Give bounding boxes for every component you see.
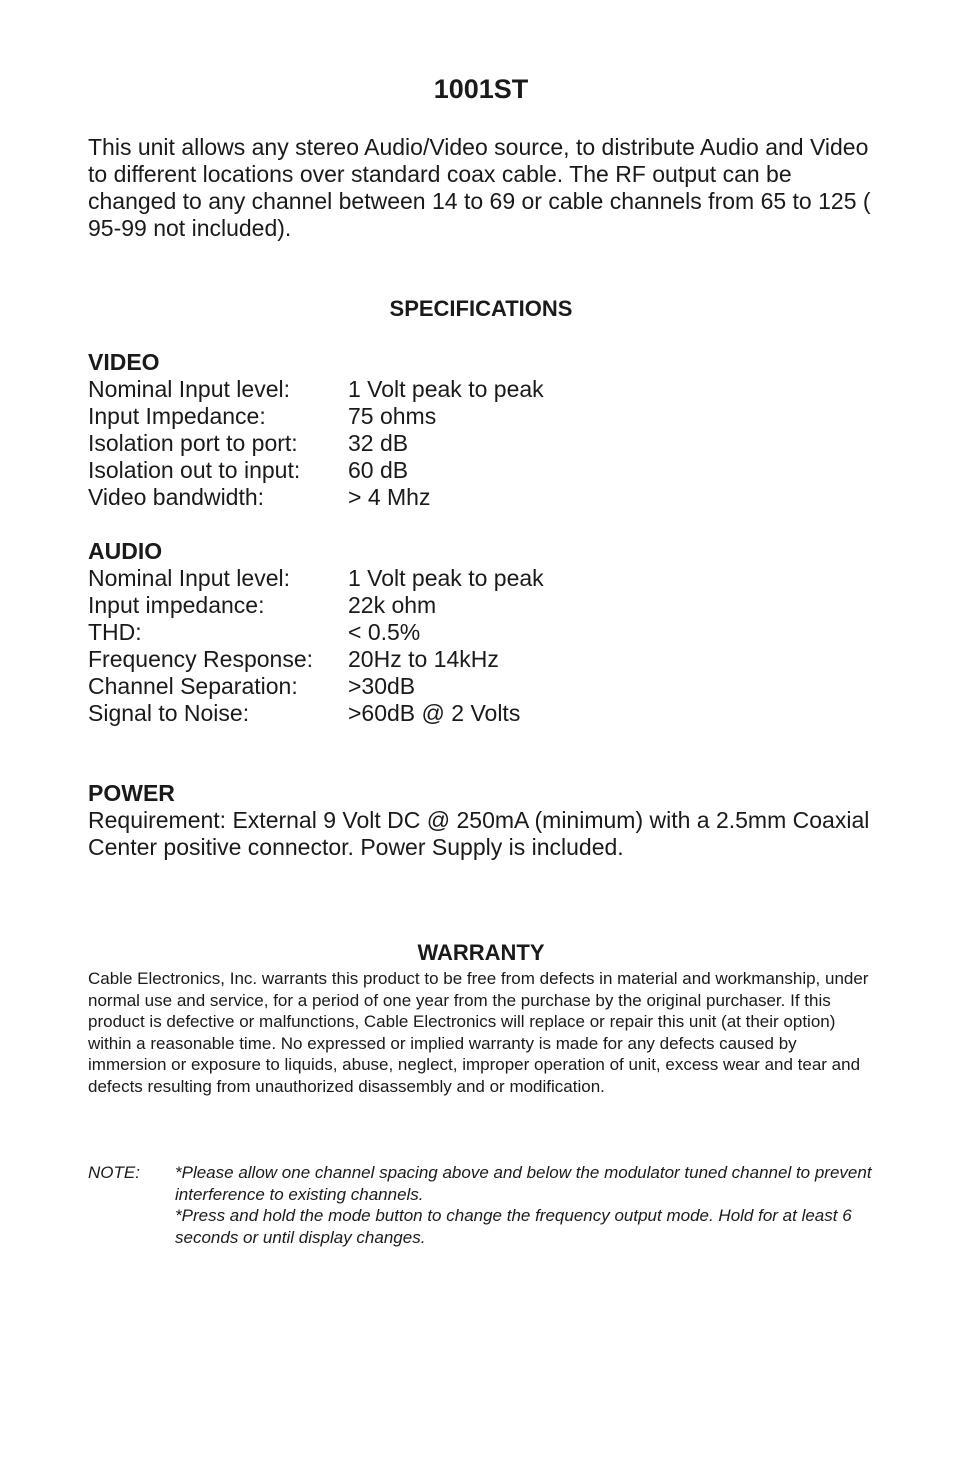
spec-row xyxy=(88,376,878,403)
spec-label: THD: xyxy=(88,619,142,645)
spec-label: Input Impedance: xyxy=(88,403,266,429)
spec-value: 60 dB xyxy=(348,457,409,483)
video-heading: VIDEO xyxy=(88,349,160,375)
video-section xyxy=(88,349,878,511)
spec-value: >30dB xyxy=(348,673,416,699)
spec-label: Nominal Input level: xyxy=(88,565,290,591)
spec-label: Video bandwidth: xyxy=(88,484,265,510)
spec-value: 1 Volt peak to peak xyxy=(348,376,544,402)
spec-row xyxy=(88,457,878,484)
power-section xyxy=(88,780,878,861)
warranty-heading: WARRANTY xyxy=(417,940,545,965)
warranty-text: Cable Electronics, Inc. warrants this product to be free from defects in material and workmanship, under normal use and service, for a period of one year from the purchase by the original purchaser. If this product is defective or malfunctions, Cable Electronics will replace or repair this unit (at their option) within a reasonable time. No expressed or implied warranty is made for any defects caused by immersion or exposure to liquids, abuse, neglect, improper operation of unit, excess wear and tear and defects resulting from unauthorized disassembly and or modification. xyxy=(88,969,869,1096)
audio-heading: AUDIO xyxy=(88,538,163,564)
spec-label: Input impedance: xyxy=(88,592,265,618)
note-body xyxy=(175,1162,878,1248)
spec-row xyxy=(88,646,878,673)
power-heading: POWER xyxy=(88,780,175,806)
spec-value: 22k ohm xyxy=(348,592,437,618)
power-requirement-text: Requirement: External 9 Volt DC @ 250mA (minimum) with a 2.5mm Coaxial Center positive connector. Power Supply is included. xyxy=(88,807,870,860)
spec-value: 1 Volt peak to peak xyxy=(348,565,544,591)
note-label: NOTE: xyxy=(88,1163,140,1182)
spec-row xyxy=(88,565,878,592)
note-item: *Press and hold the mode button to change the frequency output mode. Hold for at least 6 seconds or until display changes. xyxy=(175,1206,852,1247)
spec-row xyxy=(88,403,878,430)
note-block xyxy=(88,1162,878,1248)
spec-value: < 0.5% xyxy=(348,619,421,645)
intro-paragraph: This unit allows any stereo Audio/Video source, to distribute Audio and Video to different locations over standard coax cable. The RF output can be changed to any channel between 14 to 69 or cable channels from 65 to 125 ( 95-99 not included). xyxy=(88,134,871,241)
spec-row xyxy=(88,673,878,700)
spec-label: Isolation out to input: xyxy=(88,457,301,483)
specifications-heading: SPECIFICATIONS xyxy=(389,296,573,321)
spec-row xyxy=(88,619,878,646)
spec-label: Frequency Response: xyxy=(88,646,314,672)
spec-row xyxy=(88,430,878,457)
spec-row xyxy=(88,700,878,727)
spec-label: Nominal Input level: xyxy=(88,376,290,402)
product-title: 1001ST xyxy=(433,74,529,104)
spec-label: Channel Separation: xyxy=(88,673,298,699)
spec-value: >60dB @ 2 Volts xyxy=(348,700,521,726)
spec-row xyxy=(88,484,878,511)
note-item: *Please allow one channel spacing above and below the modulator tuned channel to prevent interference to existing channels. xyxy=(175,1163,872,1204)
spec-label: Isolation port to port: xyxy=(88,430,298,456)
spec-value: > 4 Mhz xyxy=(348,484,431,510)
spec-value: 75 ohms xyxy=(348,403,437,429)
audio-section xyxy=(88,538,878,727)
spec-label: Signal to Noise: xyxy=(88,700,250,726)
spec-value: 20Hz to 14kHz xyxy=(348,646,499,672)
spec-row xyxy=(88,592,878,619)
spec-value: 32 dB xyxy=(348,430,409,456)
